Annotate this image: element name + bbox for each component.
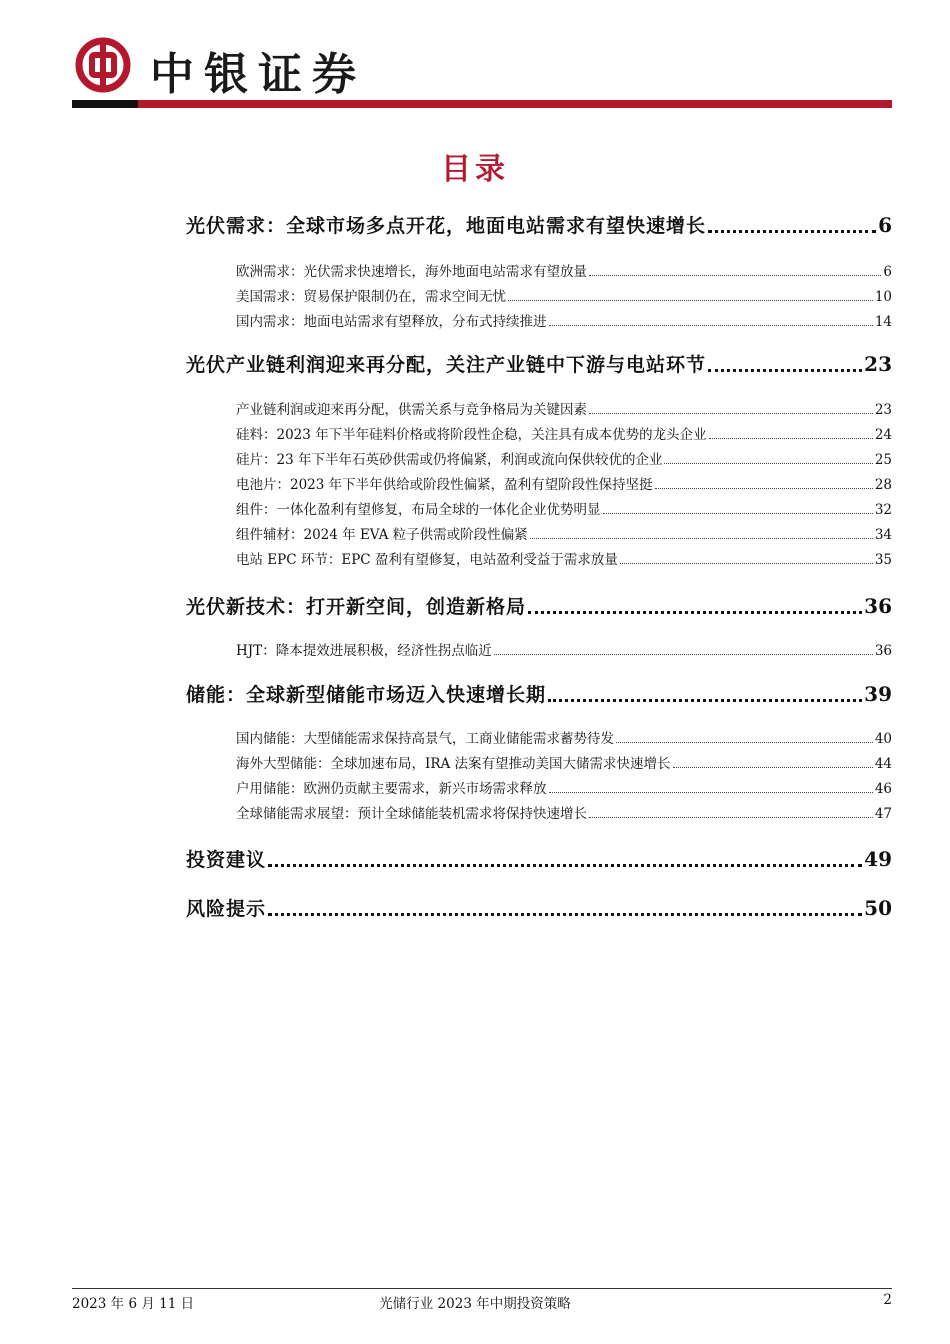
toc-item-title: 欧洲需求：光伏需求快速增长，海外地面电站需求有望放量: [236, 264, 587, 280]
toc-section[interactable]: [186, 845, 892, 872]
toc-section-page: 6: [878, 213, 892, 237]
toc-item-page: 14: [874, 314, 892, 330]
toc-leader-dots: [664, 463, 872, 464]
toc-item-title: 国内储能：大型储能需求保持高景气，工商业储能需求蓄势待发: [236, 731, 614, 747]
toc-item[interactable]: [236, 448, 892, 468]
header-rule-black: [72, 100, 138, 108]
toc-section-title: 储能：全球新型储能市场迈入快速增长期: [186, 684, 547, 706]
toc-leader-dots: [655, 488, 873, 489]
toc-leader-dots: [268, 864, 862, 867]
toc-leader-dots: [603, 513, 873, 514]
toc-section-page: 49: [864, 847, 892, 871]
toc-item-page: 40: [874, 731, 892, 747]
toc-section-page: 23: [864, 352, 892, 376]
toc-leader-dots: [673, 767, 873, 768]
toc-leader-dots: [708, 230, 876, 233]
toc-item-page: 35: [874, 552, 892, 568]
toc-item[interactable]: [236, 639, 892, 659]
toc-item-title: 全球储能需求展望：预计全球储能装机需求将保持快速增长: [236, 806, 587, 822]
toc-item[interactable]: [236, 423, 892, 443]
toc-item-page: 32: [874, 502, 892, 518]
toc-item-page: 36: [874, 643, 892, 659]
bank-of-china-logo-icon: [74, 36, 132, 94]
toc-item-page: 23: [874, 402, 892, 418]
toc-leader-dots: [616, 742, 873, 743]
toc-item[interactable]: [236, 498, 892, 518]
toc-section-title: 光伏需求：全球市场多点开花，地面电站需求有望快速增长: [186, 215, 707, 237]
toc-leader-dots: [549, 792, 873, 793]
toc-item[interactable]: [236, 777, 892, 797]
footer-rule: [72, 1288, 892, 1289]
toc-item-page: 47: [874, 806, 892, 822]
toc-section[interactable]: [186, 680, 892, 707]
toc-leader-dots: [548, 699, 862, 702]
toc-section-page: 50: [864, 896, 892, 920]
toc-item-title: 国内需求：地面电站需求有望释放，分布式持续推进: [236, 314, 547, 330]
toc-item[interactable]: [236, 285, 892, 305]
toc-item[interactable]: [236, 802, 892, 822]
toc-item-title: 组件：一体化盈利有望修复，布局全球的一体化企业优势明显: [236, 502, 601, 518]
toc-item[interactable]: [236, 752, 892, 772]
toc-item[interactable]: [236, 523, 892, 543]
toc-item-title: 产业链利润或迎来再分配，供需关系与竞争格局为关键因素: [236, 402, 587, 418]
toc-item-title: 户用储能：欧洲仍贡献主要需求，新兴市场需求释放: [236, 781, 547, 797]
toc-item-title: 电站 EPC 环节：EPC 盈利有望修复，电站盈利受益于需求放量: [236, 552, 618, 568]
brand-name: 中银证券: [150, 49, 366, 100]
toc-leader-dots: [508, 300, 873, 301]
toc-item[interactable]: [236, 398, 892, 418]
toc-item-title: 硅料：2023 年下半年硅料价格或将阶段性企稳，关注具有成本优势的龙头企业: [236, 427, 707, 443]
toc-leader-dots: [549, 325, 873, 326]
toc-section-page: 36: [864, 594, 892, 618]
toc-section[interactable]: [186, 894, 892, 921]
toc-item-title: 美国需求：贸易保护限制仍在，需求空间无忧: [236, 289, 506, 305]
toc-section-title: 光伏新技术：打开新空间，创造新格局: [186, 596, 527, 618]
toc-item-page: 44: [874, 756, 892, 772]
toc-item-title: HJT：降本提效进展积极，经济性拐点临近: [236, 643, 492, 659]
toc-item-page: 25: [874, 452, 892, 468]
toc-item-page: 46: [874, 781, 892, 797]
toc-leader-dots: [268, 913, 862, 916]
toc-item[interactable]: [236, 260, 892, 280]
toc-item-page: 34: [874, 527, 892, 543]
footer-date: 2023 年 6 月 11 日: [72, 1296, 195, 1312]
toc-section-title: 风险提示: [186, 898, 267, 920]
toc-leader-dots: [530, 538, 873, 539]
toc-section-title: 投资建议: [186, 849, 267, 871]
toc-item-page: 28: [874, 477, 892, 493]
page-header: [0, 0, 950, 112]
toc-item-page: 10: [874, 289, 892, 305]
header-rule-red: [138, 100, 892, 108]
toc-leader-dots: [709, 438, 873, 439]
toc-title: 目录: [441, 152, 509, 187]
toc-section-title: 光伏产业链利润迎来再分配，关注产业链中下游与电站环节: [186, 354, 707, 376]
toc-section[interactable]: [186, 211, 892, 238]
toc-leader-dots: [589, 817, 873, 818]
toc-section[interactable]: [186, 350, 892, 377]
toc-leader-dots: [589, 275, 881, 276]
toc-item[interactable]: [236, 473, 892, 493]
footer-report-title: 光储行业 2023 年中期投资策略: [379, 1296, 571, 1312]
toc-leader-dots: [589, 413, 873, 414]
toc-item-page: 6: [883, 264, 892, 280]
toc-leader-dots: [528, 611, 862, 614]
toc-leader-dots: [620, 563, 873, 564]
footer-page-number: 2: [883, 1292, 892, 1308]
toc-item-title: 电池片：2023 年下半年供给或阶段性偏紧，盈利有望阶段性保持坚挺: [236, 477, 653, 493]
toc-item[interactable]: [236, 727, 892, 747]
toc-leader-dots: [708, 369, 862, 372]
toc-item-title: 硅片：23 年下半年石英砂供需或仍将偏紧，利润或流向保供较优的企业: [236, 452, 663, 468]
toc-section-page: 39: [864, 682, 892, 706]
toc-item-title: 组件辅材：2024 年 EVA 粒子供需或阶段性偏紧: [236, 527, 528, 543]
toc-item[interactable]: [236, 548, 892, 568]
toc-item-page: 24: [874, 427, 892, 443]
toc-item[interactable]: [236, 310, 892, 330]
toc-section[interactable]: [186, 592, 892, 619]
toc-item-title: 海外大型储能：全球加速布局，IRA 法案有望推动美国大储需求快速增长: [236, 756, 671, 772]
toc-leader-dots: [494, 654, 873, 655]
